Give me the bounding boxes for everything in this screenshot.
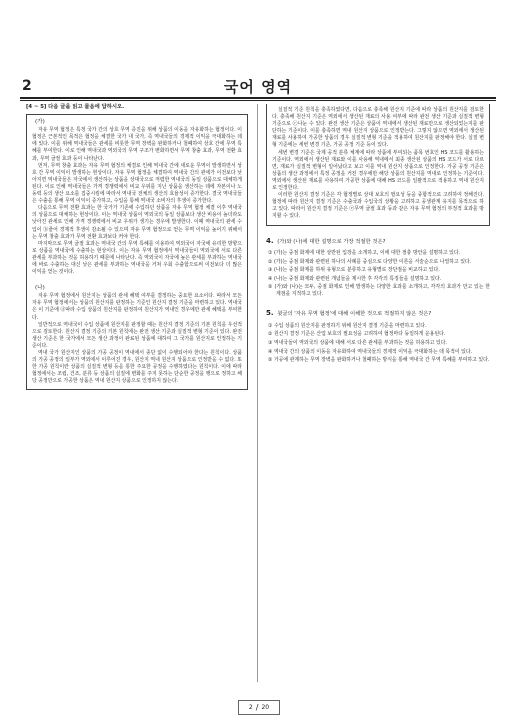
passage-paragraph: 먼저, 무역 창출 효과는 자유 무역 협정의 체결로 인해 역내국 간에 새로운 무역이 발생하면서 상호 간 무역 이익이 발생하는 현상이다. 자유 무역 협정을 체결하여 역내국 간의 관세가 이전보다 낮아지면 역내국들은 자국에서 생산하는 상품을 상대국으로 저렴한 역내국의 동일 상품으로 대체하게 된다. 이로 인해 역내국들은 가격 경쟁력에서 비교 우위를 지닌 상품을 생산하는 데에 자본이나 노동력 등의 생산 요소를 집중시킴에 따라서 역내국 전체의 생산의 효율성이 증가한다. 결국 역내국들은 수출을 통해 무역 이익이 증가하고, 수입을 통해 역내국 소비자의 후생이 증가한다.	[32, 162, 242, 205]
page-title: 국어 영역	[223, 78, 293, 96]
page-number: 2	[22, 78, 33, 94]
passage-paragraph: 세번 변경 기준은 국제 공적 분류 체계에 따라 상품에 부여되는 품목 번호인 HS 코드를 활용하는 기준이다. 역외에서 생산된 재료와 이를 사용해 역내에서 최종 생산된 상품의 HS 코드가 서로 다르면, 재료가 실질적 변형이 일어났다고 보고 이를 역내 원산지 상품으로 인정한다. 가공 공정 기준은 상품의 생산 과정에서 특정 공정을 거친 경우에만 해당 상품의 원산지를 역내로 인정하는 기준이다. 역외에서 생산된 재료를 사용하여 가공한 상품에 대해 HS 코드를 일괄적으로 적용하고 역내 원산지로 인정한다.	[272, 149, 484, 192]
answer-choice-1[interactable]: ① (가)는 중점 화제에 대한 상반된 입장을 소개하고, 이에 대한 절충 방안을 설명하고 있다.	[268, 249, 461, 256]
header-rule-thin	[20, 100, 496, 101]
answer-choice-2[interactable]: ② (가)는 중점 화제와 관련된 하나의 사례를 중심으로 다양한 이론을 서술순으로 나열하고 있다.	[268, 258, 472, 265]
header-rule-thick	[20, 97, 496, 99]
passage-paragraph: 마지막으로 무역 굴절 효과는 역내국 간의 무역 특혜를 이용하여 역외국이 자국에 유리한 방향으로 상품을 역내국에 수출하는 현상이다. 이는 자유 무역 협정에서 역내국들이 역외국에 서로 다른 관세를 부과하는 것을 허용하기 때문에 나타난다. 즉 역외국이 자국에 높은 관세를 부과하는 역내국에 바로 수출하는 대신 낮은 관세를 부과하는 역내국을 거쳐 우회 수출함으로써 이전보다 더 많은 이익을 얻는 것이다.	[32, 240, 242, 276]
question-5-stem-line	[266, 310, 490, 318]
total-pages: 20	[261, 704, 270, 711]
column-divider	[257, 104, 258, 682]
question-4	[266, 238, 490, 299]
instruction-text: [4 ~ 5] 다음 글을 읽고 물음에 답하시오.	[26, 104, 125, 110]
passage-ga-tag: (가)	[35, 119, 45, 126]
answer-choice-4[interactable]: ④ 역내국 간의 상품의 이동을 자유화하여 역내국들의 경제적 이익을 극대화하는 데 목적이 있다.	[268, 348, 473, 355]
answer-choice-5[interactable]: ⑤ (가)와 (나)는 모두, 중점 화제로 인해 발생하는 다양한 효과를 소개하고, 각각의 효과가 만고 있는 한계점을 지적하고 있다.	[268, 284, 490, 298]
question-number: 5.	[266, 309, 274, 318]
question-5	[266, 310, 490, 364]
answer-choices	[268, 323, 490, 364]
left-column	[26, 104, 248, 390]
passage-continuation-box	[266, 104, 490, 226]
passage-box	[26, 114, 248, 390]
answer-choice-5[interactable]: ⑤ 가공에 관계하는 무역 장벽을 완화하거나 철폐하는 방식을 통해 역내국 간 무역 특혜를 부여하고 있다.	[268, 357, 490, 364]
question-number: 4.	[266, 236, 274, 245]
passage-paragraph: 이러한 원산지 결정 기준은 각 협정별로 상대 보호의 필요성 등을 종합적으로 고려하여 정해진다. 협정에 따라 원산지 결정 기준은 수출국과 수입국의 상황을 고려하고 공생관계 유지를 목적으로 하고 있다. 따라서 원산지 결정 기준은 ⓔ무역 굴절 효과 등과 같은 자유 무역 협정의 부정적 효과를 방지할 수 있다.	[272, 192, 484, 220]
answer-choice-2[interactable]: ② 원산지 결정 기준은 산업 보호의 필요성을 고려하여 협정마다 동일하게 운용된다.	[268, 331, 446, 338]
passage-paragraph: 역내 국가 원산지인 상품의 가공 공정이 역내에서 종단 없이 수행되어야 한다는 원칙이다. 상품의 가공 공정의 일부가 역외에서 이루어진 경우, 원산지 역내 원산지 상품으로 인정받을 수 없다. 또한 가공 원칙이란 상품의 실질적 변형 등을 통한 주요한 공정을 수행하였다는 원칙이다. 이에 따라 협정에서는 조립, 건조, 분류 등 상품의 실질에 변화를 주지 못하는 단순한 공정을 행으로 정하고 해당 공정만으로 가공한 상품은 역내 원산지 상품으로 인정하지 않는다.	[32, 350, 242, 385]
right-column	[266, 104, 490, 366]
question-stem: (가)와 (나)에 대한 설명으로 가장 적절한 것은?	[277, 238, 386, 245]
answer-choice-3[interactable]: ③ 역내국들이 역외국의 상품에 대해 서로 다른 관세를 부과하는 것을 허용하고 있다.	[268, 340, 447, 347]
page-counter	[238, 700, 280, 715]
passage-na-tag: (나)	[35, 285, 45, 292]
question-4-stem-line	[266, 238, 490, 246]
passage-paragraph: 자유 무역 협정은 특정 국가 간의 상호 무역 증진을 위해 상품의 이동을 자유화하는 협정이다. 이 협정은 근본적인 목적은 협정을 체결한 국가 내 국가, 즉 역내국들의 경제적 이익을 극대화하는 데에 있다. 이를 위해 역내국들은 관세를 비롯한 무역 장벽을 완화하거나 철폐하여 상호 간에 무역 특혜를 부여한다. 이로 인해 역내국과 역외국의 무역 구조가 변화하면서 무역 창출 효과, 무역 전환 효과, 무역 굴절 효과 등이 나타난다.	[32, 127, 242, 162]
passage-paragraph: 자유 무역 협정에서 원산지는 상품의 관세 혜택 여부를 결정하는 중요한 요소이다. 따라서 모든 자유 무역 협정에서는 상품의 원산지를 판정하는 기준인 원산지 결정 기준을 마련하고 있다. 역내국은 이 기준에 ⓓ따라 수입 상품의 원산지를 판정하여 원산지가 역내인 경우에만 관세 혜택을 부여한다.	[32, 293, 242, 321]
answer-choice-3[interactable]: ③ (나)는 중점 화제를 하위 유형으로 분류하고 유형별로 장단점을 비교하고 있다.	[268, 267, 440, 274]
question-stem: 윗글의 '자유 무역 협정'에 대해 이해한 것으로 적절하지 않은 것은?	[277, 311, 432, 318]
passage-paragraph: 실질적 기준 원칙을 충족하였다면, 다음으로 충족해 원산지 기준에 따라 상품의 원산지를 검토한다. 충족해 원산지 기준은 역외에서 생산된 재료의 사용 여부에 따라 완전 생산 기준과 실질적 변형 기준으로 ⓒ나눈 수 있다. 완전 생산 기준은 상품이 역내에서 생산된 재료만으로 생산되었는지를 판단하는 기준이다. 이를 충족하면 역내 원산지 상품으로 인정받는다. 그렇지 않으면 역외에서 생산된 재료를 사용하여 가공한 상품의 경우 실질적 변형 기준을 적용하여 원산지를 판정해야 한다. 실질 변형 기준에는 세번 변경 기준, 가공 공정 기준 등이 있다.	[272, 107, 484, 149]
answer-choice-1[interactable]: ① 수입 상품의 원산지를 판정하기 위해 원산지 결정 기준을 마련하고 있다.	[268, 322, 427, 329]
answer-choices	[268, 250, 490, 299]
passage-paragraph: 다음으로 무역 전환 효과는 한 국가가 기존에 수입하던 상품을 자유 무역 협정 체결 이후 역내국의 상품으로 대체하는 현상이다. 이는 역내국 상품이 역외국의 동일 상품보다 생산 비용이 높더라도 낮아진 관세로 인해 가격 경쟁력에서 비교 우위가 생기는 경우에 발생한다. 이때 역내국의 관세 수입이 ⓑ줄어 경제적 후생이 감소될 수 있으며 자유 무역 협정으로 얻는 무역 이익을 높이기 위해서는 무역 창출 효과가 무역 전환 효과보다 커야 한다.	[32, 205, 242, 240]
passage-paragraph: 일반적으로 역내국이 수입 상품에 원산지를 판정할 때는 원산지 결정 기준의 기본 원칙을 우선적으로 검토한다. 원산지 결정 기준의 기본 원칙에는 완전 생산 기준과 실질적 변형 기준이 있다. 완전 생산 기준은 한 국가에서 모든 생산 과정이 완료된 상품에 대하여 그 국가를 원산지로 인정하는 기준이다.	[32, 321, 242, 349]
current-page: 2	[248, 704, 253, 711]
page-separator: /	[255, 703, 259, 712]
answer-choice-4[interactable]: ④ (나)는 중점 화제와 관련된 개념들을 제시한 후 각각의 특징들을 설명하고 있다.	[268, 275, 442, 282]
